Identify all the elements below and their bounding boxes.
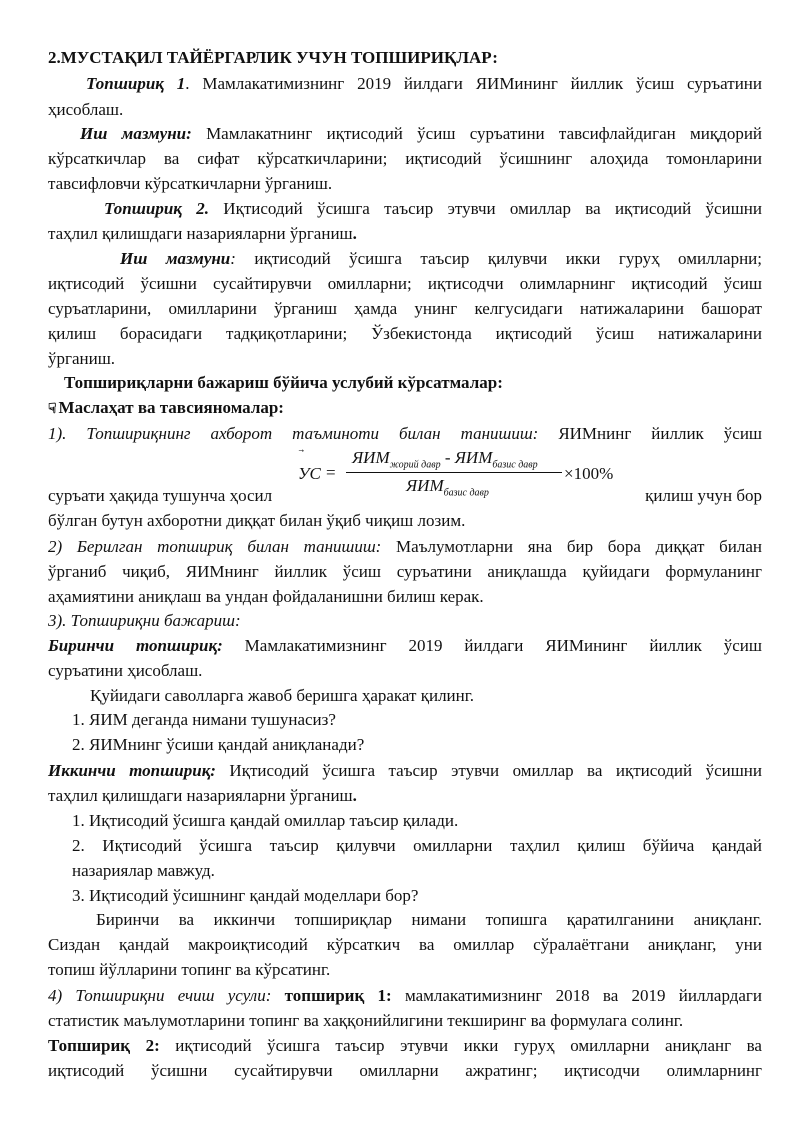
guide-heading: Топшириқларни бажариш бўйича услубий кўрсатмалар:	[64, 373, 503, 392]
step4-line2: статистик маълумотларини топинг ва хаққонийлигини текширинг ва формулага солинг.	[48, 1011, 684, 1030]
step1-line3: бўлган бутун ахборотни диққат билан ўқиб чиқиш лозим.	[48, 511, 466, 530]
task2-label: Топшириқ 2.	[104, 199, 209, 218]
numerator-sub-b: базис давр	[492, 459, 538, 471]
numerator-sub-a: жорий давр	[389, 459, 441, 471]
fraction-bar	[346, 472, 562, 473]
content2-line2: иқтисодий ўсишни сусайтирувчи омилларни; иқтисодчи олимларнинг иқтисодий ўсиш	[48, 274, 762, 293]
second-task-text-b: таҳлил қилишдаги назарияларни ўрганиш	[48, 786, 353, 805]
denominator-sub: базис давр	[443, 487, 489, 499]
first-task-question-1: 1. ЯИМ деганда нимани тушунасиз?	[72, 710, 336, 729]
content2-label: Иш мазмуни	[120, 249, 231, 268]
denominator-term: ЯИМ	[406, 476, 444, 495]
formula-numerator	[352, 448, 538, 470]
hand-pointer-icon: ☟	[48, 402, 57, 417]
step4-label: 4) Топшириқни ечиш усули:	[48, 986, 272, 1005]
content1-label: Иш мазмуни:	[80, 124, 192, 143]
task2-dot: .	[352, 224, 357, 243]
first-task-line2: суръатини ҳисоблаш.	[48, 661, 203, 680]
task1-line2: ҳисоблаш.	[48, 100, 124, 119]
task2b-line2: иқтисодий ўсишни сусайтирувчи омилларни ажратинг; иқтисодчи олимларнинг	[48, 1061, 762, 1080]
summary-line3: топиш йўлларини топинг ва кўрсатинг.	[48, 960, 331, 979]
second-task-text: Иқтисодий ўсишга таъсир этувчи омиллар ва иқтисодий ўсишни	[215, 761, 763, 780]
second-task-dot: .	[352, 786, 357, 805]
summary-line1: Биринчи ва иккинчи топшириқлар нимани топишга қаратилганини аниқланг.	[96, 910, 762, 929]
first-task-prompt: Қуйидаги саволларга жавоб беришга ҳаракат қилинг.	[90, 686, 475, 705]
first-task-text: Мамлакатимизнинг 2019 йилдаги ЯИМининг йиллик ўсиш	[222, 636, 762, 655]
step2-line3: аҳамиятини аниқлаш ва ундан фойдаланишни билиш керак.	[48, 587, 484, 606]
content1-line3: тавсифловчи кўрсаткичларни ўрганиш.	[48, 174, 333, 193]
task2b-label: Топшириқ 2:	[48, 1036, 160, 1055]
second-task-question-3: 3. Иқтисодий ўсишнинг қандай моделлари бор?	[72, 886, 419, 905]
step2-line1	[48, 535, 762, 559]
second-task-line1	[48, 759, 762, 783]
numerator-term-b: ЯИМ	[454, 448, 493, 467]
task2b-text: иқтисодий ўсишга таъсир этувчи икки гуруҳ омилларни аниқланг ва	[159, 1036, 762, 1055]
content1-line2: кўрсаткичлар ва сифат кўрсаткичларини; иқтисодий ўсишнинг алоҳида томонларини	[48, 149, 762, 168]
content2-line5: ўрганиш.	[48, 349, 116, 368]
step4-bold: топшириқ 1:	[271, 986, 392, 1005]
content2-text: иқтисодий ўсишга таъсир қилувчи икки гуруҳ омилларни;	[235, 249, 762, 268]
step2-text: Маълумотларни яна бир бора диққат билан	[381, 537, 762, 556]
content2-line4: қилиш борасидаги тадқиқотларини; Ўзбекистонда иқтисодий ўсиш натижаларини	[48, 324, 762, 343]
second-task-line2	[48, 784, 762, 808]
step2-label: 2) Берилган топшириқ билан танишиш:	[48, 537, 382, 556]
step3-label: 3). Топшириқни бажариш:	[48, 611, 241, 630]
task2-text-b: таҳлил қилишдаги назарияларни ўрганиш	[48, 224, 353, 243]
second-task-question-1: 1. Иқтисодий ўсишга қандай омиллар таъсир қилади.	[72, 811, 459, 830]
second-task-question-2a: 2. Иқтисодий ўсишга таъсир қилувчи омилларни таҳлил қилиш бўйича қандай	[72, 836, 762, 855]
numerator-term-a: ЯИМ	[352, 448, 390, 467]
step1-line2-left: суръати ҳақида тушунча ҳосил	[48, 486, 273, 505]
task2b-line1	[48, 1034, 762, 1058]
summary-line2: Сиздан қандай макроиқтисодий кўрсаткич ва омиллар сўралаётгани аниқланг, уни	[48, 935, 762, 954]
advice-text: Маслаҳат ва тавсияномалар:	[58, 398, 284, 417]
task2-text: Иқтисодий ўсишга таъсир этувчи омиллар ва иқтисодий ўсишни	[208, 199, 762, 218]
content1-text: Мамлакатнинг иқтисодий ўсиш суръатини тавсифлайдиган миқдорий	[191, 124, 763, 143]
step4-text: мамлакатимизнинг 2018 ва 2019 йиллардаги	[391, 986, 763, 1005]
step1-line1	[48, 422, 762, 446]
first-task-question-2: 2. ЯИМнинг ўсиши қандай аниқланади?	[72, 735, 365, 754]
step1-line2-right: қилиш учун бор	[645, 486, 762, 505]
first-task-label: Биринчи топшириқ:	[48, 636, 223, 655]
step1-text: ЯИМнинг йиллик ўсиш	[538, 424, 763, 443]
section-heading: 2.МУСТАҚИЛ ТАЙЁРГАРЛИК УЧУН ТОПШИРИҚЛАР:	[48, 48, 498, 67]
content2-colon: :	[230, 249, 236, 268]
second-task-label: Иккинчи топшириқ:	[48, 761, 216, 780]
task1-label: Топшириқ 1	[86, 74, 186, 93]
formula-equals: =	[326, 463, 336, 482]
task1-text: . Мамлакатимизнинг 2019 йилдаги ЯИМининг йиллик ўсиш суръатини	[185, 74, 762, 93]
first-task-line1	[48, 634, 762, 658]
formula-multiplier: ×100%	[564, 464, 614, 483]
task2-line2	[48, 222, 762, 246]
content2-line1	[48, 247, 762, 271]
step1-label: 1). Топшириқнинг ахборот таъминоти билан танишиш:	[48, 424, 539, 443]
content2-line3: суръатларини, омилларини ўрганиш ҳамда унинг келгусидаги натижаларини башорат	[48, 299, 762, 318]
advice-heading	[48, 396, 762, 422]
formula-minus: -	[440, 448, 455, 467]
formula-lhs: УС	[298, 464, 321, 483]
step2-line2: ўрганиб чиқиб, ЯИМнинг йиллик ўсиш суръатини аниқлашда қуйидаги формуланинг	[48, 562, 762, 581]
task1-line1	[48, 72, 762, 96]
second-task-question-2b: назариялар мавжуд.	[72, 861, 215, 880]
content1-line1	[48, 122, 762, 146]
step4-line1	[48, 984, 762, 1008]
task2-line1	[48, 197, 762, 221]
